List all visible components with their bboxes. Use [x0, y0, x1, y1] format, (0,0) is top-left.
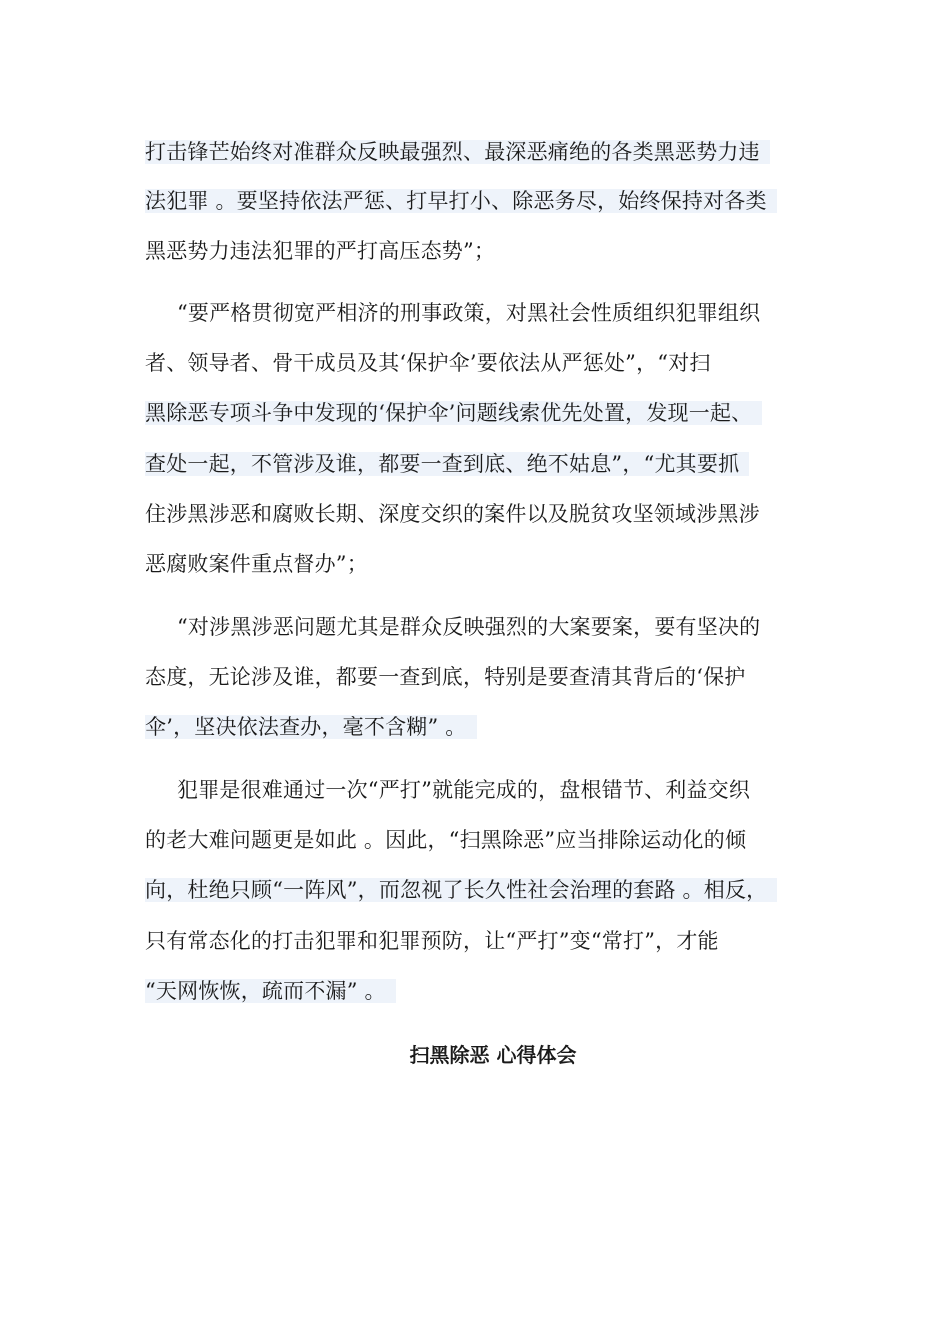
paragraph-2-line-5: 住涉黑涉恶和腐败长期、深度交织的案件以及脱贫攻坚领域涉黑涉 — [145, 502, 760, 526]
paragraph-1-line-3: 黑恶势力违法犯罪的严打高压态势”； — [145, 239, 496, 263]
paragraph-3-line-2: 态度，无论涉及谁，都要一查到底，特别是要查清其背后的‘保护 — [145, 665, 746, 689]
section-heading: 扫黑除恶 心得体会 — [409, 1043, 577, 1067]
paragraph-4-line-2: 的老大难问题更是如此 。因此，“扫黑除恶”应当排除运动化的倾 — [145, 828, 747, 852]
paragraph-1-line-2: 法犯罪 。要坚持依法严惩、打早打小、除恶务尽，始终保持对各类 — [145, 186, 777, 216]
paragraph-2-line-2: 者、领导者、骨干成员及其‘保护伞’要依法从严惩处”，“对扫 — [145, 351, 711, 375]
paragraph-4-line-1: 犯罪是很难通过一次“严打”就能完成的，盘根错节、利益交织 — [177, 778, 751, 802]
paragraph-1-line-1: 打击锋芒始终对准群众反映最强烈、最深恶痛绝的各类黑恶势力违 — [145, 137, 770, 167]
paragraph-2-line-6: 恶腐败案件重点督办”； — [145, 552, 368, 576]
paragraph-2-line-4: 查处一起，不管涉及谁，都要一查到底、绝不姑息”，“尤其要抓 — [145, 449, 749, 479]
paragraph-4-line-5: “天网恢恢，疏而不漏” 。 — [145, 976, 396, 1006]
paragraph-3-line-1: “对涉黑涉恶问题尤其是群众反映强烈的大案要案，要有坚决的 — [177, 615, 761, 639]
paragraph-4-line-3: 向，杜绝只顾“一阵风”，而忽视了长久性社会治理的套路 。相反， — [145, 875, 777, 905]
paragraph-4-line-4: 只有常态化的打击犯罪和犯罪预防，让“严打”变“常打”，才能 — [145, 929, 719, 953]
paragraph-3-line-3: 伞’，坚决依法查办，毫不含糊” 。 — [145, 712, 477, 742]
paragraph-2-line-3: 黑除恶专项斗争中发现的‘保护伞’问题线索优先处置，发现一起、 — [145, 398, 762, 428]
paragraph-2-line-1: “要严格贯彻宽严相济的刑事政策，对黑社会性质组织犯罪组织 — [177, 301, 761, 325]
